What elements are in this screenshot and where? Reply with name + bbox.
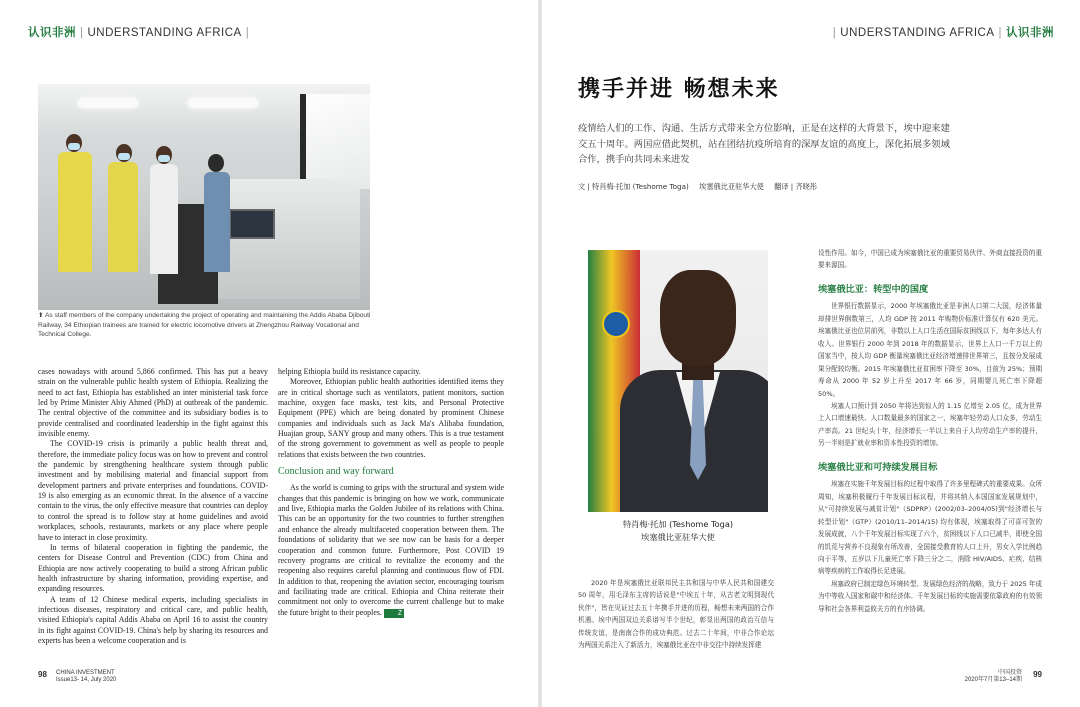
byline-author: 文 | 特肖梅·托加 (Teshome Toga) (578, 182, 689, 191)
paragraph: 2020 年是埃塞俄比亚联邦民主共和国与中华人民共和国建交 50 周年，用毛泽东主席的话说是"中埃五十年，从古老文明到现代伙伴"，皆在见证过去五十年携手并进的历程，畅想未来两国的合作机遇。埃中两国双边关系谱写半个世纪，彰显出两国的政治互信与传统友谊，是南南合作的成功典范。过去二十年间，中非合作论坛为两国关系注入了新活力，埃塞俄比亚在中非交往中持续发挥建 (578, 579, 774, 650)
photo-caption: ⬆ As staff members of the company undertaking the project of operating and maintaining the Addis Ababa Djibouti Railway, 34 Ethiopian trainees are trained for electric locomotive drivers at Zhengzhou Railway Vocational and Technical College. (38, 312, 371, 338)
paragraph: 埃塞政府已制定绿色环境转型、发展绿色经济的战略，致力于 2025 年成为中等收入国家和碳中和经济体。千年发展目标的实施需要依靠政府的有效领导和社会各界利益攸关方的有序协调。 (818, 579, 1042, 613)
page-number: 98 (38, 670, 47, 679)
train-cab-photo (38, 84, 370, 310)
paragraph: Moreover, Ethiopian public health authorities identified items they are in critical shortage such as ventilators, patient monitors, suction machine, oxygen face masks, test kits, and Personal Protective Equipment (PPE) which are being donated by prominent Chinese companies and individuals such as Jack Ma's Alibaba foundation, Huajian group, SANY group and many others. This is a true testament of the strong government to government as well as people to people relations that exists between the two countries. (278, 377, 504, 459)
chinese-column-a (578, 577, 774, 652)
issue-label: Issue13- 14, July 2020 (56, 677, 117, 683)
paragraph: In terms of bilateral cooperation in fighting the pandemic, the centers for Disease Control and Prevention (CDC) from China and Ethiopia are now actively cooperating to build a strong African public health infrastructure by sharing information, providing expertise, and expanding resources. (38, 542, 268, 594)
driver-console (210, 179, 360, 299)
article-column-b (278, 367, 504, 618)
portrait-name: 特肖梅·托加 (Teshome Toga) (622, 519, 734, 529)
article-intro: 疫情给人们的工作、沟通、生活方式带来全方位影响，正是在这样的大背景下，埃中迎来建交五十周年。两国应借此契机，站在团结抗疫所培育的深厚友谊的高度上，深化拓展多领域合作，携手向共同未来进发 (578, 123, 950, 165)
section-tag-cn: 认识非洲 (28, 27, 76, 39)
portrait-caption (588, 518, 768, 544)
magazine-name: CHINA INVESTMENT (56, 670, 115, 676)
paragraph: cases nowadays with around 5,866 confirmed. This has put a heavy strain on the vulnerable public health system of Ethiopia. Realizing the need to act fast, Ethiopia has established an inter ministerial task force led by Prime Minister Abiy Ahmed (PhD) at outbreak of the pandemic. The central objective of the committee and its subsidiary bodies is to provide centralised and coordinated leadership in the fight against this invisible enemy. (38, 367, 268, 439)
article-column-a (38, 367, 268, 646)
section-tag-right: | UNDERSTANDING AFRICA | 认识非洲 (832, 27, 1054, 39)
section-tag-left: 认识非洲 | UNDERSTANDING AFRICA | (28, 27, 250, 39)
section-tag-en: UNDERSTANDING AFRICA (87, 27, 242, 39)
portrait-role: 埃塞俄比亚驻华大使 (641, 532, 715, 542)
paragraph: The COVID-19 crisis is primarily a public health threat and, therefore, the immediate policy focus was on how to prevent and control the pandemic by strengthening healthcare system through public investment and by mobilising material and financial support from development partners and private enterprises and foundations. COVID-19 is also emerging as an economic threat. In the absence of a vaccine contain to the virus, the only effective measure that countries can deploy to control the spread is to follow stay at home guidelines and avoid workplaces, schools, restaurants, markets or any place where people have to interact in close proximity. (38, 439, 268, 542)
byline (578, 182, 817, 192)
ceiling-light (78, 98, 138, 108)
console-screen (229, 209, 275, 239)
portrait-head (660, 270, 736, 366)
paragraph: A team of 12 Chinese medical experts, including specialists in infectious diseases, respiratory and critical care, and public health, visited Ethiopia's capital Addis Ababa on April 16 to assist the country in its fight against COVID-19. China's help by sharing its resources and experts has been a welcome cooperation and is (38, 594, 268, 645)
paragraph: 埃塞人口预计到 2050 年将达到惊人的 1.15 亿增至 2.05 亿，成为世界上人口增速最快、人口数量最多的国家之一，埃塞年轻劳动人口众多，劳动生产率高。21 世纪头十年，经济增长一半以上来自于人均劳动生产率的提升，另一半则是扩就业率和资本性投资的增加。 (818, 401, 1042, 448)
paragraph: 世界银行数据显示，2000 年埃塞俄比亚是非洲人口第二大国，经济体量却排世界倒数第三，人均 GDP 按 2011 年购物价标准计算仅有 620 美元。埃塞俄比亚也位居前列，非数以上人口生活在国际贫困线以下，每年多达人有收入。世界银行 2000 年到 2018 年的数据显示，世界上人口一千万以上的国家当中，按人均 GDP 衡量埃塞俄比亚经济增速排世界第三，且按分发展成果分配较均衡。2015 年埃塞俄比亚贫困率下降至 30%，目前为 25%；预期寿命从 2000 年 52 岁上升至 2017 年 66 岁，同期婴儿死亡率下降超 50%。 (818, 302, 1042, 398)
chinese-column-b (818, 247, 1042, 615)
issue-label: 2020年7月第13–14期 (964, 677, 1022, 683)
page-number: 99 (1033, 670, 1042, 679)
paragraph: 设性作用。如今，中国已成为埃塞俄比亚的重要贸易伙伴、外商直接投资的重要来源国。 (818, 249, 1042, 270)
section-tag-cn: 认识非洲 (1006, 27, 1054, 39)
byline-role: 埃塞俄比亚驻华大使 (699, 182, 764, 191)
flag-emblem-icon (602, 310, 630, 338)
paragraph-text: As the world is coming to grips with the structural and system wide changes that this pandemic is bringing on how we work, communicate and live, Ethiopia marks the Golden Jubilee of its relations with China. This can be an opportunity for the two countries to further strengthen and enhance the already multifaceted cooperation between them. The foundations of solidarity that we see now can be basis for a deeper cooperation and common future. Furthermore, Post COVID 19 recovery programs are critical to revitalize the economy and the reopening also requires careful planning and continuous flow of FDI. In addition to that, reopening the aviation sector, encouraging tourism and facilitating trade are critical. Ethiopia and China reiterate their commitment not only to overcome the current challenge but to make the future bright to their peoples. (278, 483, 504, 617)
paragraph (278, 483, 504, 617)
end-mark: Z (384, 609, 404, 618)
section-heading: 埃塞俄比亚：转型中的国度 (818, 283, 929, 295)
page-gutter (538, 0, 542, 707)
section-tag-en: UNDERSTANDING AFRICA (840, 27, 995, 39)
magazine-name: 中国投资 (997, 670, 1022, 676)
ceiling-light (188, 98, 258, 108)
ambassador-portrait (588, 250, 768, 512)
byline-translator: 翻译 | 齐晓彤 (774, 182, 818, 191)
paragraph: 埃塞在实施千年发展目标的过程中取得了许多里程碑式的重要成果。众所周知，埃塞积极履行千年发展目标议程，并将其纳入本国国家发展规划中，从"可持续发展与减贫计划"（SDPRP）(2002/03–2004/05)到"经济增长与转型计划"（GTP）(2010/11–2014/15) 均有体现，埃塞取得了可喜可贺的发展成就，八个千年发展目标实现了六个，贫困线以下人口已减半，即使全国的饥荒与营养不良现象有所改善，全国接受教育的人口上升，男女入学比例趋向于平等，五岁以下儿童死亡率下降三分之二，消除 HIV/AIDS、疟疾、结核病等疾病的工作取得长足进展。 (818, 480, 1042, 576)
article-title: 携手并进 畅想未来 (578, 77, 780, 102)
paragraph: helping Ethiopia build its resistance capacity. (278, 367, 421, 376)
section-subhead: Conclusion and way forward (278, 466, 394, 478)
section-heading: 埃塞俄比亚和可持续发展目标 (818, 461, 938, 473)
cab-window (300, 94, 370, 189)
